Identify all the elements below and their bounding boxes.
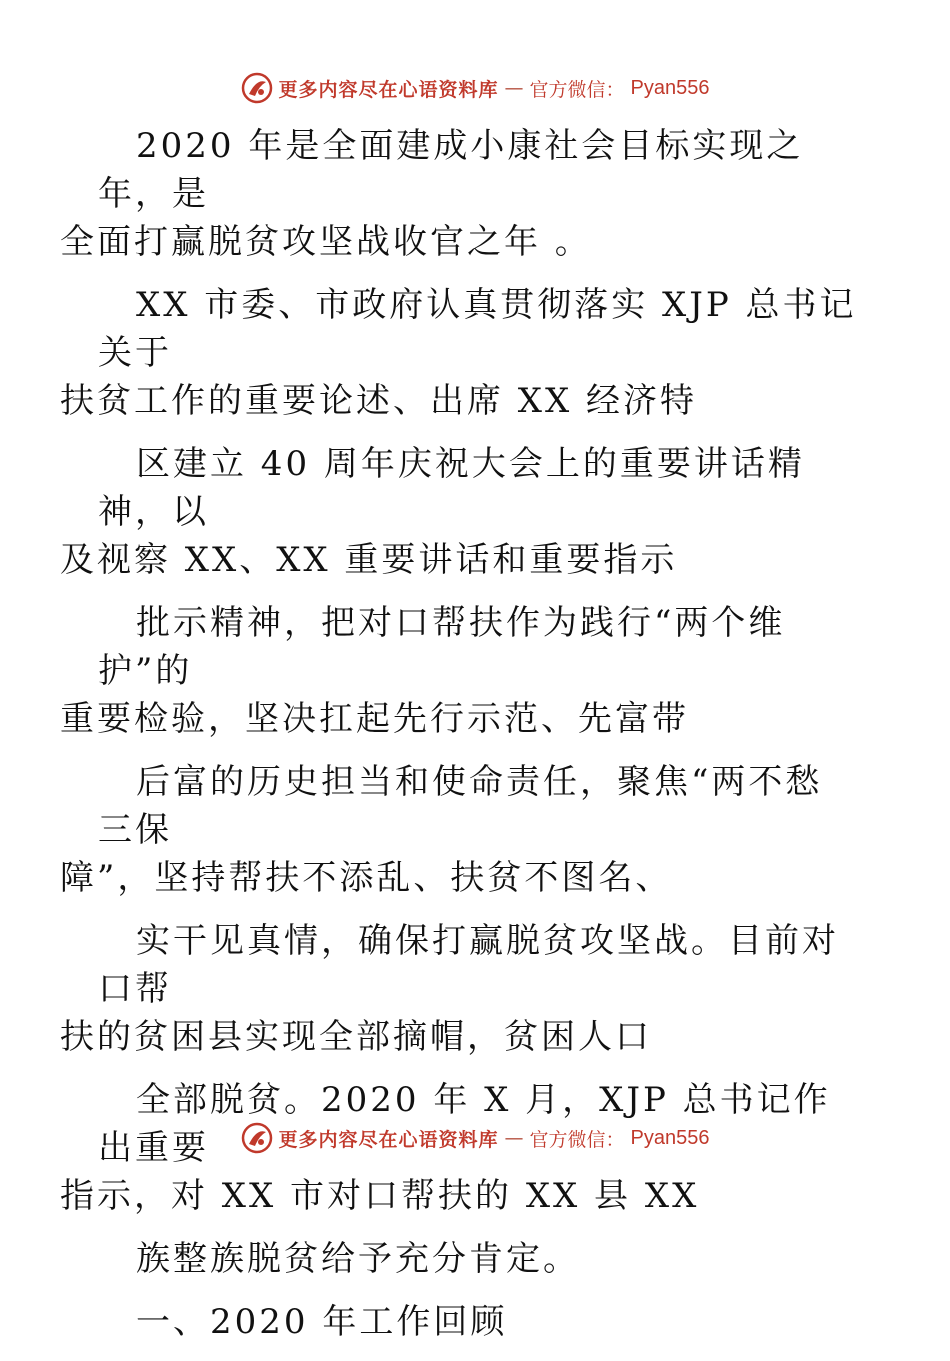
- paragraph-line: 批示精神，把对口帮扶作为践行“两个维护”的: [98, 603, 786, 691]
- paragraph-line: 障”，坚持帮扶不添乱、扶贫不图名、: [60, 858, 673, 898]
- paragraph: [60, 440, 858, 584]
- paragraph: [60, 917, 858, 1061]
- paragraph: [60, 281, 858, 425]
- footer-watermark: [0, 1122, 950, 1154]
- watermark-wechat-label: 官方微信：: [529, 1128, 625, 1151]
- paragraph: [60, 122, 858, 266]
- paragraph-line: 后富的历史担当和使命责任，聚焦“两不愁三保: [98, 762, 823, 850]
- paragraph-line: 区建立 40 周年庆祝大会上的重要讲话精神，以: [98, 444, 805, 532]
- paragraph-line: 全部脱贫。2020 年 X 月，XJP 总书记作出重要: [98, 1080, 831, 1168]
- logo-icon: [241, 72, 273, 104]
- watermark-wechat-id: Pyan556: [630, 76, 710, 99]
- paragraph-line: XX 市委、市政府认真贯彻落实 XJP 总书记关于: [98, 285, 857, 373]
- watermark-wechat-label: 官方微信：: [529, 78, 625, 101]
- paragraph-line: 扶的贫困县实现全部摘帽，贫困人口: [60, 1017, 652, 1057]
- paragraph: [60, 599, 858, 743]
- watermark-brand-text: 更多内容尽在心语资料库: [278, 1128, 499, 1151]
- paragraph: [98, 1235, 858, 1283]
- section-heading: [98, 1298, 858, 1346]
- header-watermark: [0, 72, 950, 104]
- paragraph-line: 及视察 XX、XX 重要讲话和重要指示: [60, 540, 678, 580]
- paragraph-line: 重要检验，坚决扛起先行示范、先富带: [60, 699, 689, 739]
- paragraph-line: 扶贫工作的重要论述、出席 XX 经济特: [60, 381, 698, 421]
- logo-icon: [241, 1122, 273, 1154]
- watermark-wechat-id: Pyan556: [630, 1126, 710, 1149]
- watermark-brand-text: 更多内容尽在心语资料库: [278, 78, 499, 101]
- paragraph-line: 族整族脱贫给予充分肯定。: [136, 1239, 580, 1279]
- paragraph-line: 实干见真情，确保打赢脱贫攻坚战。目前对口帮: [98, 921, 839, 1009]
- watermark-separator: —: [504, 1127, 524, 1149]
- watermark-separator: —: [504, 77, 524, 99]
- paragraph-line: 指示，对 XX 市对口帮扶的 XX 县 XX: [60, 1176, 700, 1216]
- paragraph: [60, 758, 858, 902]
- paragraph-line: 2020 年是全面建成小康社会目标实现之年，是: [98, 126, 804, 214]
- paragraph-line: 全面打赢脱贫攻坚战收官之年 。: [60, 222, 592, 262]
- heading-text: 一、2020 年工作回顾: [136, 1302, 508, 1342]
- document-body: [60, 122, 858, 1361]
